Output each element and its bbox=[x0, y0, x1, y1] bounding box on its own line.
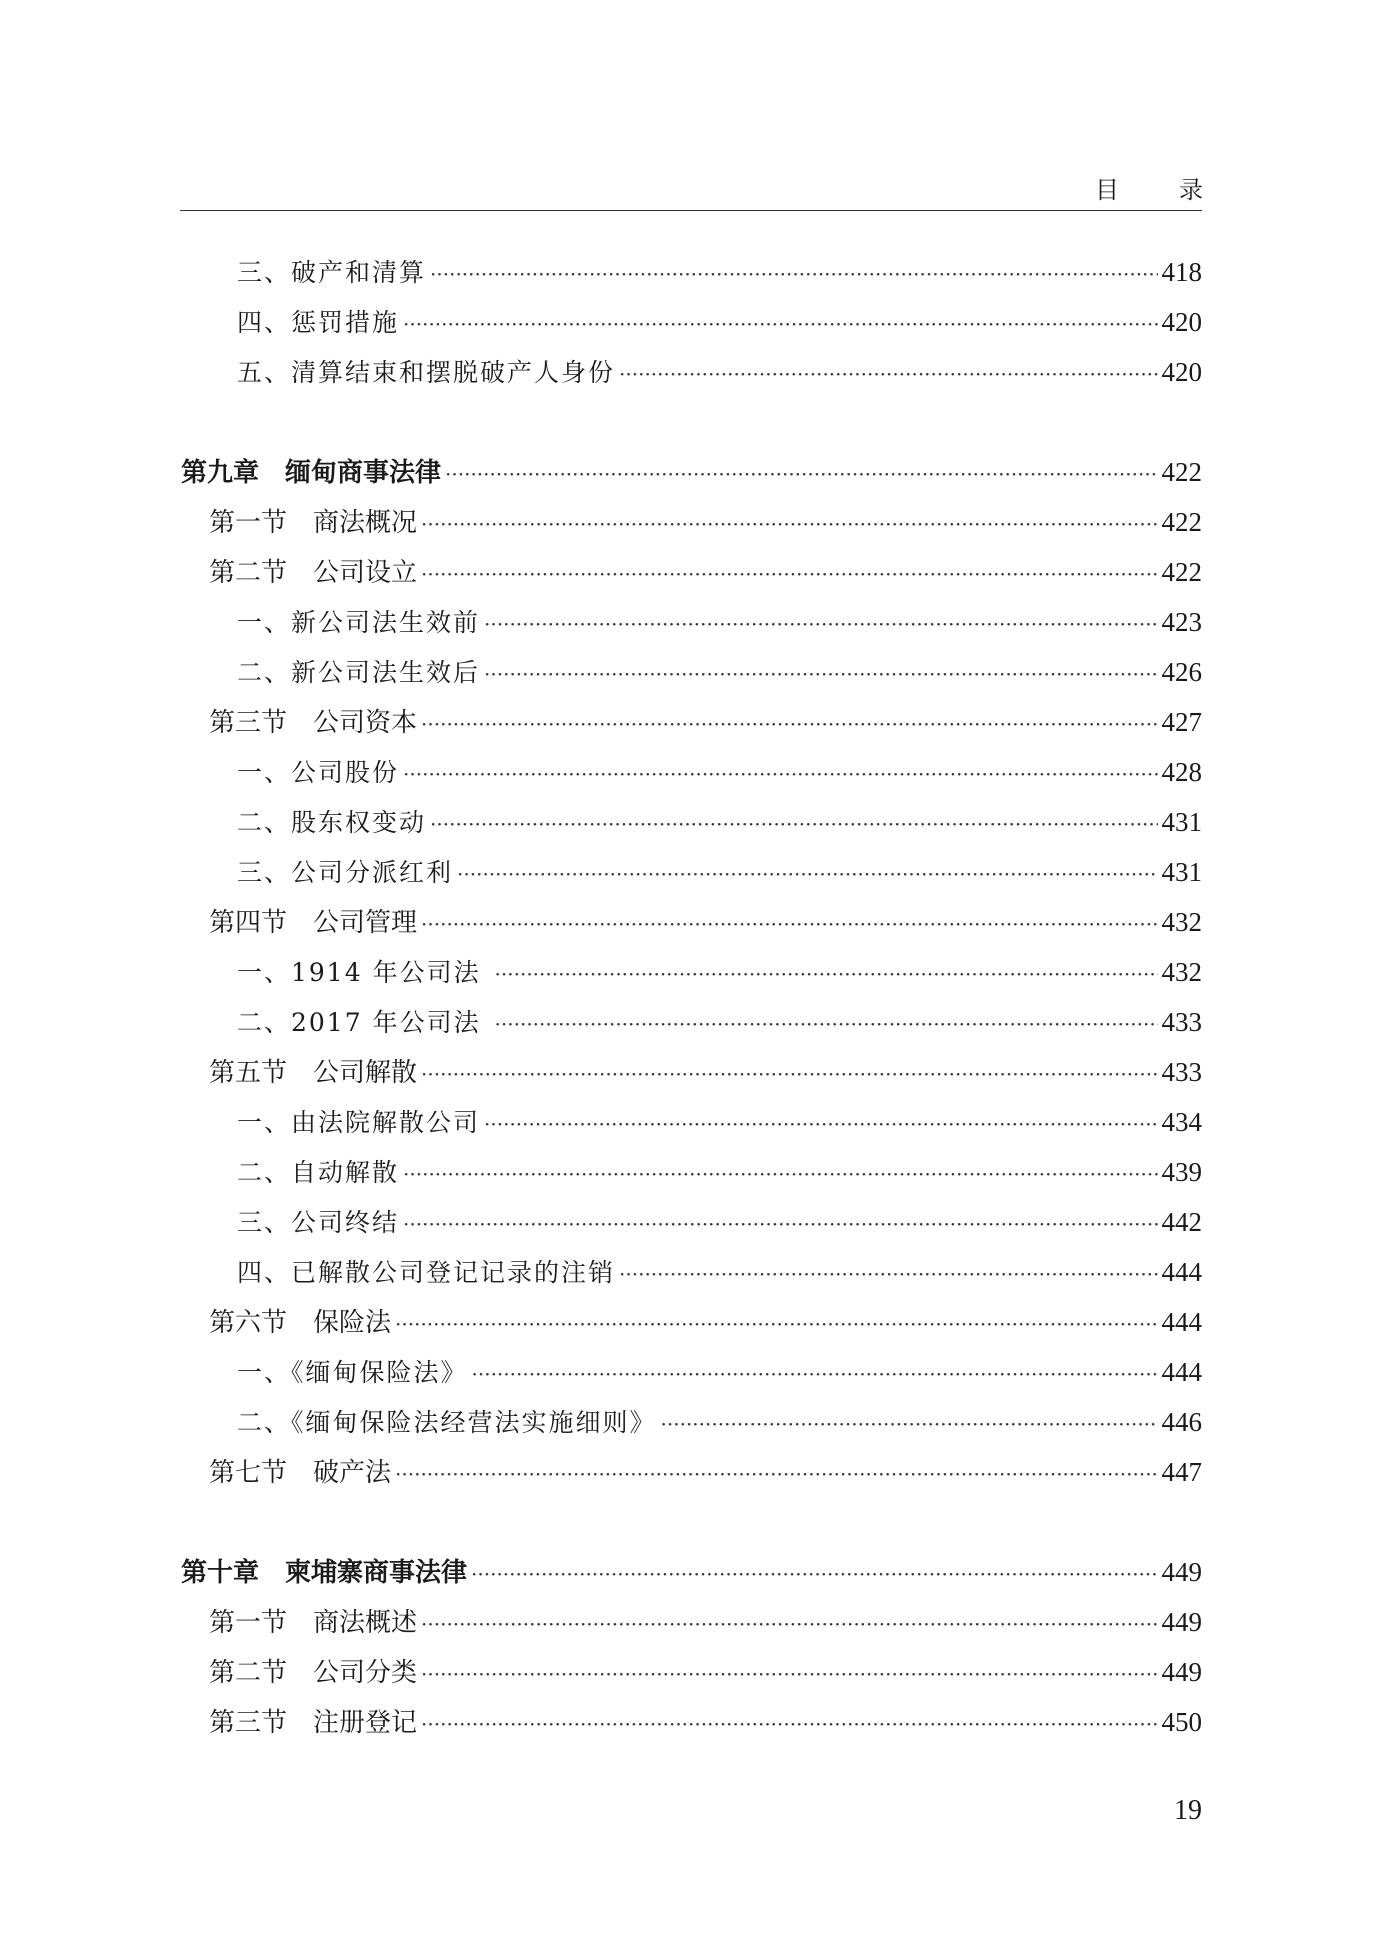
dot-leader bbox=[403, 1153, 1157, 1194]
running-header-title: 目 录 bbox=[1095, 176, 1205, 204]
dot-leader bbox=[445, 453, 1157, 494]
toc-entry-label: 第九章 缅甸商事法律 bbox=[181, 458, 442, 488]
toc-entry-page: 432 bbox=[1161, 907, 1202, 937]
dot-leader bbox=[471, 1553, 1157, 1594]
dot-leader bbox=[421, 1703, 1157, 1744]
dot-leader bbox=[395, 1453, 1157, 1494]
toc-item bbox=[237, 1402, 1202, 1442]
toc-entry-page: 432 bbox=[1161, 957, 1202, 987]
toc-entry-page: 449 bbox=[1161, 1607, 1202, 1637]
toc-entry-label: 四、惩罚措施 bbox=[237, 308, 400, 337]
dot-leader bbox=[421, 703, 1157, 744]
toc-section bbox=[209, 1302, 1202, 1342]
toc-entry-page: 444 bbox=[1161, 1307, 1202, 1337]
toc-item bbox=[237, 802, 1202, 842]
toc-entry-label: 二、2017 年公司法 bbox=[237, 1008, 491, 1037]
toc-entry-label: 二、新公司法生效后 bbox=[237, 658, 481, 687]
toc-chapter bbox=[181, 452, 1202, 492]
toc-entry-label: 五、清算结束和摆脱破产人身份 bbox=[237, 358, 616, 387]
toc-entry-label: 一、由法院解散公司 bbox=[237, 1108, 481, 1137]
toc-entry-label: 第三节 注册登记 bbox=[209, 1708, 418, 1738]
dot-leader bbox=[403, 303, 1157, 344]
toc-entry-page: 433 bbox=[1161, 1007, 1202, 1037]
toc-entry-label: 三、公司终结 bbox=[237, 1208, 400, 1237]
toc-item bbox=[237, 302, 1202, 342]
toc-item bbox=[237, 1352, 1202, 1392]
dot-leader bbox=[457, 853, 1157, 894]
toc-item bbox=[237, 252, 1202, 292]
toc-entry-label: 二、股东权变动 bbox=[237, 808, 427, 837]
toc-section bbox=[209, 902, 1202, 942]
dot-leader bbox=[421, 503, 1157, 544]
toc-entry-page: 433 bbox=[1161, 1057, 1202, 1087]
dot-leader bbox=[421, 553, 1157, 594]
toc-entry-label: 第五节 公司解散 bbox=[209, 1058, 418, 1088]
toc-item bbox=[237, 602, 1202, 642]
toc-entry-label: 第四节 公司管理 bbox=[209, 908, 418, 938]
dot-leader bbox=[495, 953, 1158, 994]
toc-item bbox=[237, 952, 1202, 992]
toc-entry-page: 444 bbox=[1161, 1357, 1202, 1387]
toc-entry-page: 422 bbox=[1161, 507, 1202, 537]
toc-section bbox=[209, 1452, 1202, 1492]
dot-leader bbox=[421, 903, 1157, 944]
toc-entry-label: 一、公司股份 bbox=[237, 758, 400, 787]
toc-entry-page: 434 bbox=[1161, 1107, 1202, 1137]
toc-entry-page: 450 bbox=[1161, 1707, 1202, 1737]
dot-leader bbox=[421, 1653, 1157, 1694]
dot-leader bbox=[619, 1253, 1157, 1294]
toc-entry-label: 第七节 破产法 bbox=[209, 1458, 392, 1488]
toc-section bbox=[209, 1652, 1202, 1692]
toc-entry-label: 第十章 柬埔寨商事法律 bbox=[181, 1558, 468, 1588]
toc-item bbox=[237, 852, 1202, 892]
toc-entry-page: 422 bbox=[1161, 457, 1202, 487]
toc-entry-page: 439 bbox=[1161, 1157, 1202, 1187]
dot-leader bbox=[619, 353, 1157, 394]
toc-section bbox=[209, 502, 1202, 542]
toc-item bbox=[237, 1152, 1202, 1192]
toc-entry-page: 431 bbox=[1161, 857, 1202, 887]
toc-entry-label: 二、自动解散 bbox=[237, 1158, 400, 1187]
toc-entry-page: 444 bbox=[1161, 1257, 1202, 1287]
dot-leader bbox=[484, 653, 1157, 694]
toc-entry-label: 第二节 公司设立 bbox=[209, 558, 418, 588]
toc-entry-page: 431 bbox=[1161, 807, 1202, 837]
toc-entry-page: 418 bbox=[1161, 257, 1202, 287]
toc-entry-label: 三、公司分派红利 bbox=[237, 858, 454, 887]
toc-entry-page: 442 bbox=[1161, 1207, 1202, 1237]
toc-entry-page: 422 bbox=[1161, 557, 1202, 587]
dot-leader bbox=[472, 1353, 1158, 1394]
dot-leader bbox=[430, 253, 1157, 294]
toc-section bbox=[209, 1052, 1202, 1092]
toc-item bbox=[237, 1252, 1202, 1292]
toc-entry-page: 426 bbox=[1161, 657, 1202, 687]
toc-entry-page: 420 bbox=[1161, 357, 1202, 387]
toc-item bbox=[237, 752, 1202, 792]
toc-entry-page: 427 bbox=[1161, 707, 1202, 737]
toc-entry-page: 428 bbox=[1161, 757, 1202, 787]
toc-entry-page: 449 bbox=[1161, 1557, 1202, 1587]
toc-section bbox=[209, 1602, 1202, 1642]
toc-entry-label: 第一节 商法概况 bbox=[209, 508, 418, 538]
toc-entry-page: 447 bbox=[1161, 1457, 1202, 1487]
toc-entry-label: 第二节 公司分类 bbox=[209, 1658, 418, 1688]
toc-chapter bbox=[181, 1552, 1202, 1592]
toc-entry-label: 四、已解散公司登记记录的注销 bbox=[237, 1258, 616, 1287]
toc-entry-label: 一、新公司法生效前 bbox=[237, 608, 481, 637]
toc-section bbox=[209, 1702, 1202, 1742]
dot-leader bbox=[661, 1403, 1158, 1444]
toc-entry-label: 二、《缅甸保险法经营法实施细则》 bbox=[237, 1408, 657, 1437]
toc-item bbox=[237, 1202, 1202, 1242]
toc-item bbox=[237, 1002, 1202, 1042]
toc-section bbox=[209, 702, 1202, 742]
toc-entry-label: 一、1914 年公司法 bbox=[237, 958, 491, 987]
dot-leader bbox=[421, 1053, 1157, 1094]
dot-leader bbox=[395, 1303, 1157, 1344]
toc-entry-page: 446 bbox=[1161, 1407, 1202, 1437]
toc-entry-label: 三、破产和清算 bbox=[237, 258, 427, 287]
dot-leader bbox=[430, 803, 1157, 844]
toc-entry-label: 一、《缅甸保险法》 bbox=[237, 1358, 468, 1387]
toc-entry-page: 420 bbox=[1161, 307, 1202, 337]
toc-item bbox=[237, 1102, 1202, 1142]
toc-entry-label: 第三节 公司资本 bbox=[209, 708, 418, 738]
dot-leader bbox=[484, 1103, 1157, 1144]
toc-entry-page: 449 bbox=[1161, 1657, 1202, 1687]
toc-entry-label: 第六节 保险法 bbox=[209, 1308, 392, 1338]
dot-leader bbox=[403, 753, 1157, 794]
toc-item bbox=[237, 652, 1202, 692]
dot-leader bbox=[403, 1203, 1157, 1244]
page-number: 19 bbox=[1174, 1795, 1202, 1826]
dot-leader bbox=[484, 603, 1157, 644]
toc-entry-page: 423 bbox=[1161, 607, 1202, 637]
toc-item bbox=[237, 352, 1202, 392]
dot-leader bbox=[495, 1003, 1158, 1044]
dot-leader bbox=[421, 1603, 1157, 1644]
toc-section bbox=[209, 552, 1202, 592]
toc-entry-label: 第一节 商法概述 bbox=[209, 1608, 418, 1638]
